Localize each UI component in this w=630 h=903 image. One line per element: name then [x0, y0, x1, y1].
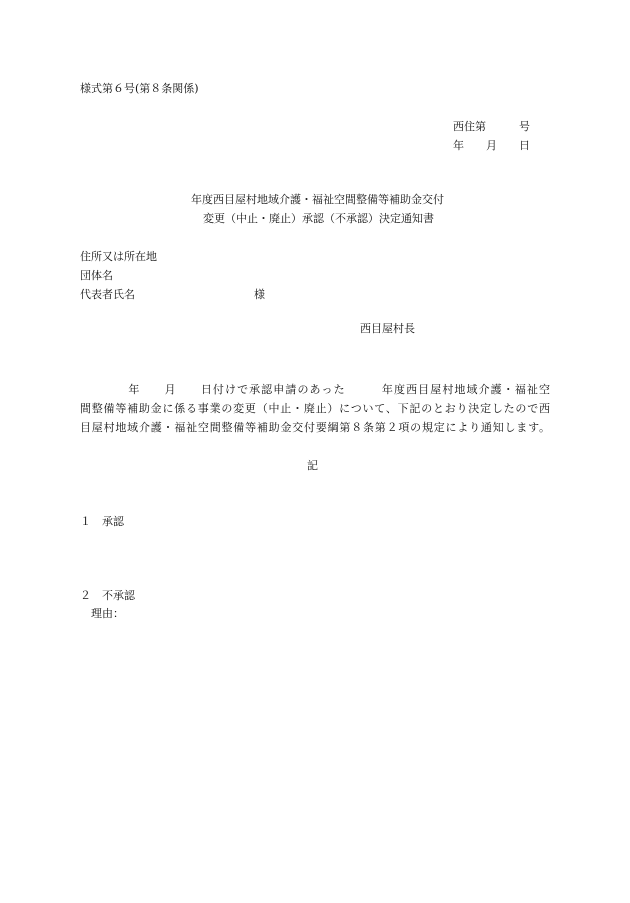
reference-number: 西住第 号	[453, 120, 530, 133]
document-title-line1: 年度西目屋村地域介護・福祉空間整備等補助金交付	[191, 193, 444, 206]
document-title-line2: 変更（中止・廃止）承認（不承認）決定通知書	[203, 212, 434, 225]
form-label: 様式第６号(第８条関係)	[80, 82, 199, 95]
organization-label: 団体名	[80, 269, 113, 282]
issue-date: 年 月 日	[453, 139, 530, 152]
ki-heading: 記	[307, 459, 318, 472]
reason-label: 理由：	[91, 607, 124, 620]
item-approval: １ 承認	[80, 515, 124, 528]
item-rejection: ２ 不承認	[80, 589, 135, 602]
address-label: 住所又は所在地	[80, 250, 157, 263]
sender-name: 西目屋村長	[360, 322, 415, 335]
body-text-line2: 間整備等補助金に係る事業の変更（中止・廃止）について、下記のとおり決定したので西	[80, 402, 550, 415]
body-text-line1: 年 月 日付けで承認申請のあった 年度西目屋村地域介護・福祉空	[80, 383, 550, 396]
body-text-line3: 目屋村地域介護・福祉空間整備等補助金交付要綱第８条第２項の規定により通知します。	[80, 421, 550, 434]
honorific: 様	[254, 288, 265, 301]
representative-label: 代表者氏名	[80, 288, 135, 301]
